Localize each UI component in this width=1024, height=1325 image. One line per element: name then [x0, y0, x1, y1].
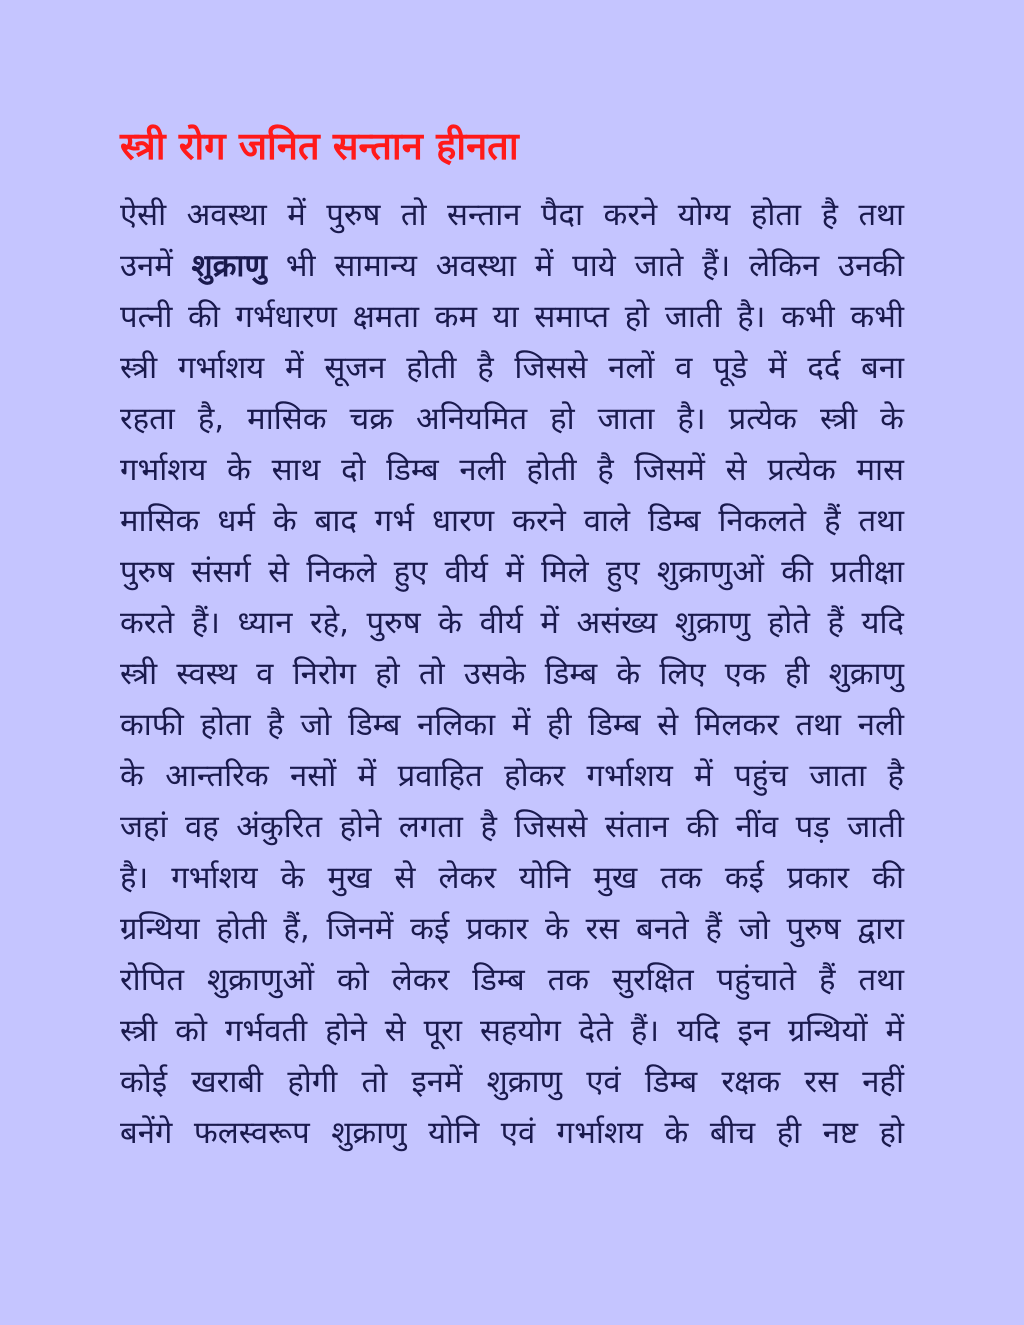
text-segment: भी सामान्य अवस्था में पाये जाते हैं। लेकिन उनकी	[266, 248, 904, 284]
text-line	[120, 853, 904, 904]
bold-term: शुक्राणु	[191, 248, 267, 284]
text-line	[120, 751, 904, 802]
text-line	[120, 802, 904, 853]
text-segment: करते हैं। ध्यान रहे, पुरुष के वीर्य में असंख्य शुक्राणु होते हैं यदि	[120, 605, 904, 641]
text-line	[120, 1108, 904, 1159]
text-segment: रोपित शुक्राणुओं को लेकर डिम्ब तक सुरक्षित पहुंचाते हैं तथा	[120, 962, 904, 998]
text-segment: पत्नी की गर्भधारण क्षमता कम या समाप्त हो जाती है। कभी कभी	[120, 299, 904, 335]
document-title: स्त्री रोग जनित सन्तान हीनता	[120, 124, 519, 168]
text-line	[120, 547, 904, 598]
text-line	[120, 1006, 904, 1057]
text-segment: है। गर्भाशय के मुख से लेकर योनि मुख तक कई प्रकार की	[120, 860, 904, 896]
text-line	[120, 1057, 904, 1108]
text-segment: ग्रन्थिया होती हैं, जिनमें कई प्रकार के रस बनते हैं जो पुरुष द्वारा	[120, 911, 904, 947]
text-segment: जहां वह अंकुरित होने लगता है जिससे संतान की नींव पड़ जाती	[120, 809, 904, 845]
text-segment: स्त्री को गर्भवती होने से पूरा सहयोग देते हैं। यदि इन ग्रन्थियों में	[120, 1013, 904, 1049]
text-line	[120, 496, 904, 547]
text-segment: पुरुष संसर्ग से निकले हुए वीर्य में मिले हुए शुक्राणुओं की प्रतीक्षा	[120, 554, 904, 590]
text-line	[120, 241, 904, 292]
text-segment: रहता है, मासिक चक्र अनियमित हो जाता है। प्रत्येक स्त्री के	[120, 401, 904, 437]
text-line	[120, 700, 904, 751]
text-segment: के आन्तरिक नसों में प्रवाहित होकर गर्भाशय में पहुंच जाता है	[120, 758, 904, 794]
text-segment: बनेंगे फलस्वरूप शुक्राणु योनि एवं गर्भाशय के बीच ही नष्ट हो	[120, 1115, 904, 1151]
text-line	[120, 343, 904, 394]
text-segment: ऐसी अवस्था में पुरुष तो सन्तान पैदा करने योग्य होता है तथा	[120, 197, 904, 233]
text-segment: गर्भाशय के साथ दो डिम्ब नली होती है जिसमें से प्रत्येक मास	[120, 452, 904, 488]
text-segment: कोई खराबी होगी तो इनमें शुक्राणु एवं डिम्ब रक्षक रस नहीं	[120, 1064, 904, 1100]
text-segment: मासिक धर्म के बाद गर्भ धारण करने वाले डिम्ब निकलते हैं तथा	[120, 503, 904, 539]
text-line	[120, 292, 904, 343]
text-segment: स्त्री स्वस्थ व निरोग हो तो उसके डिम्ब के लिए एक ही शुक्राणु	[120, 656, 904, 692]
text-line	[120, 445, 904, 496]
text-segment: काफी होता है जो डिम्ब नलिका में ही डिम्ब से मिलकर तथा नली	[120, 707, 904, 743]
text-segment: उनमें	[120, 248, 192, 284]
text-line	[120, 394, 904, 445]
text-line	[120, 190, 904, 241]
text-segment: स्त्री गर्भाशय में सूजन होती है जिससे नलों व पूडे में दर्द बना	[120, 350, 904, 386]
document-body	[120, 190, 904, 1159]
text-line	[120, 649, 904, 700]
text-line	[120, 598, 904, 649]
text-line	[120, 904, 904, 955]
text-line	[120, 955, 904, 1006]
